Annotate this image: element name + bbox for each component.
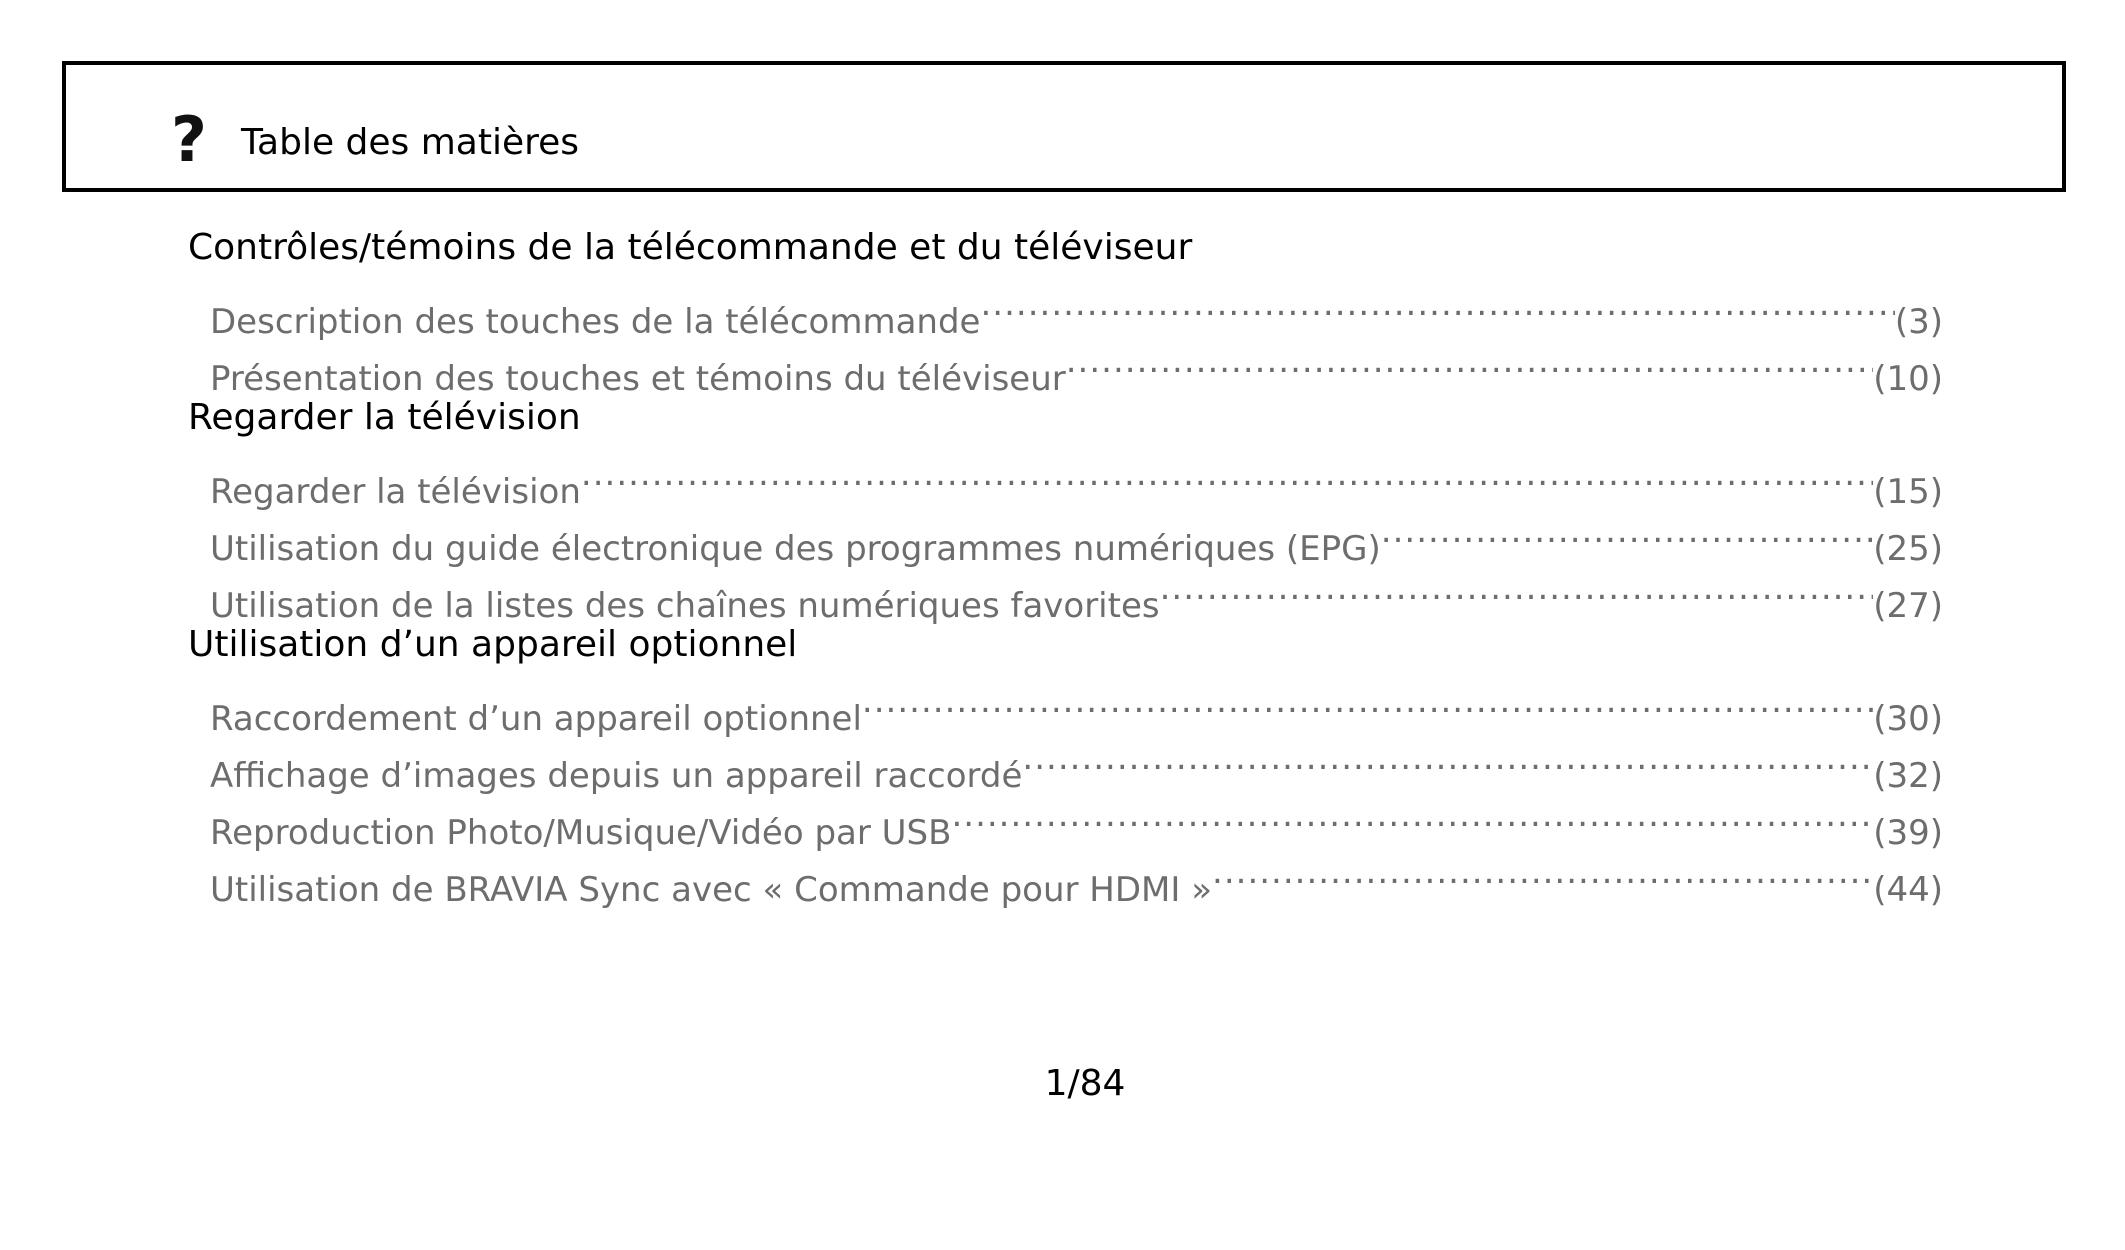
toc-entry-label[interactable]: Reproduction Photo/Musique/Vidéo par USB bbox=[210, 813, 952, 853]
toc-entry-page[interactable]: (44) bbox=[1873, 870, 1943, 910]
dot-leader bbox=[1212, 844, 1873, 901]
toc-entry-label[interactable]: Raccordement d’un appareil optionnel bbox=[210, 699, 862, 739]
toc-entry-page[interactable]: (39) bbox=[1873, 813, 1943, 853]
toc-entry-label[interactable]: Affichage d’images depuis un appareil raccordé bbox=[210, 756, 1023, 796]
toc-section-title: Regarder la télévision bbox=[188, 397, 581, 438]
toc-entry-label[interactable]: Description des touches de la télécommande bbox=[210, 302, 981, 342]
page-indicator: 1/84 bbox=[1044, 1063, 1126, 1104]
toc-section-title: Contrôles/témoins de la télécommande et du téléviseur bbox=[188, 227, 1193, 268]
dot-leader bbox=[951, 787, 1873, 844]
toc-entry-page[interactable]: (27) bbox=[1873, 586, 1943, 626]
toc-entry-label[interactable]: Regarder la télévision bbox=[210, 472, 581, 512]
dot-leader bbox=[1160, 560, 1874, 617]
toc-entry-label[interactable]: Présentation des touches et témoins du téléviseur bbox=[210, 359, 1066, 399]
table-of-contents bbox=[188, 220, 1943, 910]
dot-leader bbox=[862, 673, 1873, 730]
toc-entry-label[interactable]: Utilisation de la listes des chaînes numériques favorites bbox=[210, 586, 1160, 626]
toc-entry-page[interactable]: (25) bbox=[1873, 529, 1943, 569]
dot-leader bbox=[581, 446, 1873, 503]
toc-entry-link[interactable] bbox=[210, 673, 1943, 739]
toc-section-title: Utilisation d’un appareil optionnel bbox=[188, 624, 798, 665]
dot-leader bbox=[1066, 333, 1873, 390]
toc-header bbox=[62, 61, 2066, 192]
toc-entry-link[interactable] bbox=[210, 446, 1943, 512]
toc-entry-page[interactable]: (3) bbox=[1894, 302, 1943, 342]
toc-entry-page[interactable]: (10) bbox=[1873, 359, 1943, 399]
page-title: Table des matières bbox=[241, 122, 580, 163]
toc-entry-label[interactable]: Utilisation de BRAVIA Sync avec « Commande pour HDMI » bbox=[210, 870, 1213, 910]
question-mark-icon[interactable]: ? bbox=[171, 103, 207, 176]
toc-entry-page[interactable]: (30) bbox=[1873, 699, 1943, 739]
toc-entry-label[interactable]: Utilisation du guide électronique des programmes numériques (EPG) bbox=[210, 529, 1381, 569]
dot-leader bbox=[1381, 503, 1873, 560]
toc-entry-page[interactable]: (15) bbox=[1873, 472, 1943, 512]
toc-entry-page[interactable]: (32) bbox=[1873, 756, 1943, 796]
dot-leader bbox=[1022, 730, 1873, 787]
dot-leader bbox=[980, 276, 1894, 333]
toc-entry-link[interactable] bbox=[210, 276, 1943, 342]
